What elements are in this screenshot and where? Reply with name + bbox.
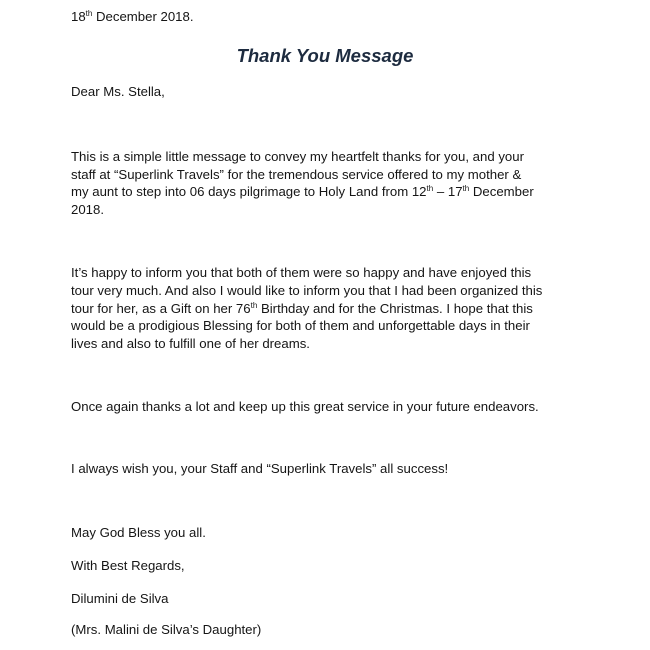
paragraph2-line [71, 300, 533, 318]
paragraph2-line: tour very much. And also I would like to inform you that I had been organized this [71, 283, 543, 298]
date-day: 18 [71, 9, 86, 24]
ordinal-suffix: th [250, 301, 258, 310]
closing-blessing: May God Bless you all. [71, 525, 206, 540]
paragraph2-line: would be a prodigious Blessing for both of them and unforgettable days in their [71, 318, 530, 333]
date-ordinal: th [85, 9, 93, 18]
text-run: my aunt to step into 06 days pilgrimage to Holy Land from 12 [71, 184, 427, 199]
paragraph4: I always wish you, your Staff and “Superlink Travels” all success! [71, 461, 449, 476]
paragraph1-line: staff at “Superlink Travels” for the tremendous service offered to my mother & [71, 167, 522, 182]
ordinal-suffix: th [462, 184, 470, 193]
paragraph3: Once again thanks a lot and keep up this great service in your future endeavors. [71, 399, 539, 414]
date-rest: December 2018. [92, 9, 194, 24]
signatory-name: Dilumini de Silva [71, 591, 169, 606]
text-run: December [469, 184, 534, 199]
letter-title: Thank You Message [236, 45, 414, 66]
paragraph1-line: This is a simple little message to convey my heartfelt thanks for you, and your [71, 149, 524, 164]
paragraph2-line: It’s happy to inform you that both of them were so happy and have enjoyed this [71, 265, 532, 280]
text-run: Birthday and for the Christmas. I hope that this [257, 301, 533, 316]
signatory-relation: (Mrs. Malini de Silva’s Daughter) [71, 622, 262, 637]
closing-regards: With Best Regards, [71, 558, 185, 573]
paragraph1-line [71, 183, 534, 201]
salutation: Dear Ms. Stella, [71, 84, 165, 99]
ordinal-suffix: th [426, 184, 434, 193]
paragraph1-line: 2018. [71, 202, 105, 217]
text-run: tour for her, as a Gift on her 76 [71, 301, 251, 316]
paragraph2-line: lives and also to fulfill one of her dreams. [71, 336, 310, 351]
text-run: – 17 [433, 184, 463, 199]
letter-date [71, 8, 194, 26]
